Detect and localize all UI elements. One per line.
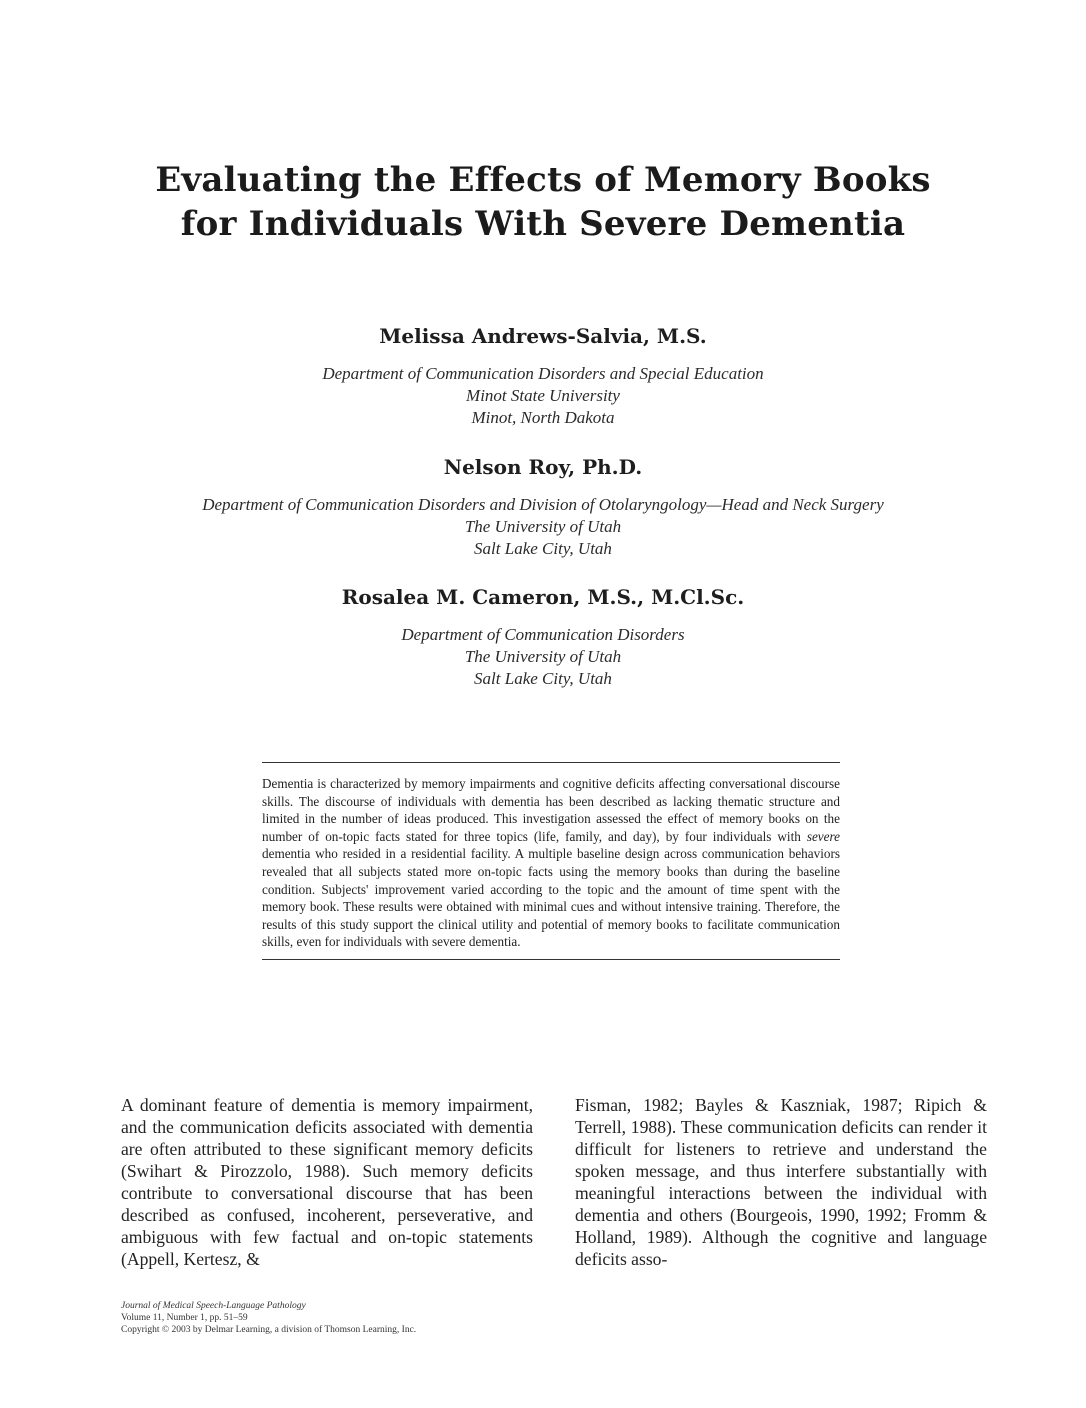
affiliation-institution: The University of Utah xyxy=(464,517,622,536)
author-block-2 xyxy=(0,454,1086,560)
abstract-box xyxy=(262,762,840,960)
affiliation-location: Minot, North Dakota xyxy=(471,408,615,427)
body-column-right xyxy=(575,1094,987,1270)
affiliation-institution: Minot State University xyxy=(466,386,620,405)
volume-info: Volume 11, Number 1, pp. 51–59 xyxy=(121,1313,248,1323)
affiliation-department: Department of Communication Disorders and Division of Otolaryngology—Head and Neck Surgery xyxy=(202,495,884,514)
journal-name: Journal of Medical Speech-Language Pathology xyxy=(121,1301,306,1311)
publication-footer xyxy=(121,1300,541,1336)
abstract-emphasis: severe xyxy=(806,828,840,844)
author-name: Rosalea M. Cameron, M.S., M.Cl.Sc. xyxy=(341,585,745,609)
title-line-1: Evaluating the Effects of Memory Books xyxy=(155,160,931,200)
abstract-text-part-1: Dementia is characterized by memory impairments and cognitive deficits affecting conversational discourse skills. The discourse of individuals with dementia has been described as lacking thematic structure and limited in the number of ideas produced. This investigation assessed the effect of memory books on the number of on-topic facts stated for three topics (life, family, and day), by four individuals with xyxy=(262,776,840,844)
author-name: Nelson Roy, Ph.D. xyxy=(443,455,643,479)
article-title xyxy=(0,158,1086,246)
abstract-text-part-2: dementia who resided in a residential facility. A multiple baseline design across communication behaviors revealed that all subjects stated more on-topic facts using the memory books than during the baseline condition. Subjects' improvement varied according to the topic and the amount of time spent with the memory book. These results were obtained with minimal cues and without intensive training. Therefore, the results of this study support the clinical utility and potential of memory books to facilitate communication skills, even for individuals with severe dementia. xyxy=(262,846,840,950)
author-block-1 xyxy=(0,323,1086,429)
affiliation-location: Salt Lake City, Utah xyxy=(474,669,612,688)
body-column-left xyxy=(121,1094,533,1270)
affiliation-institution: The University of Utah xyxy=(464,647,622,666)
body-paragraph: A dominant feature of dementia is memory impairment, and the communication deficits associated with dementia are often attributed to these significant memory deficits (Swihart & Pirozzolo, 1988). Such memory deficits contribute to conversational discourse that has been described as confused, incoherent, perseverative, and ambiguous with few factual and on-topic statements (Appell, Kertesz, & xyxy=(121,1095,533,1269)
affiliation-location: Salt Lake City, Utah xyxy=(474,539,612,558)
title-line-2: for Individuals With Severe Dementia xyxy=(180,204,906,244)
author-name: Melissa Andrews-Salvia, M.S. xyxy=(379,324,707,348)
author-block-3 xyxy=(0,584,1086,690)
abstract-text xyxy=(262,775,840,951)
body-paragraph: Fisman, 1982; Bayles & Kaszniak, 1987; Ripich & Terrell, 1988). These communication deficits can render it difficult for listeners to retrieve and understand the spoken message, and thus interfere substantially with meaningful interactions between the individual with dementia and others (Bourgeois, 1990, 1992; Fromm & Holland, 1989). Although the cognitive and language deficits asso- xyxy=(575,1095,987,1269)
affiliation-department: Department of Communication Disorders and Special Education xyxy=(322,364,764,383)
copyright-notice: Copyright © 2003 by Delmar Learning, a division of Thomson Learning, Inc. xyxy=(121,1325,417,1335)
affiliation-department: Department of Communication Disorders xyxy=(401,625,685,644)
